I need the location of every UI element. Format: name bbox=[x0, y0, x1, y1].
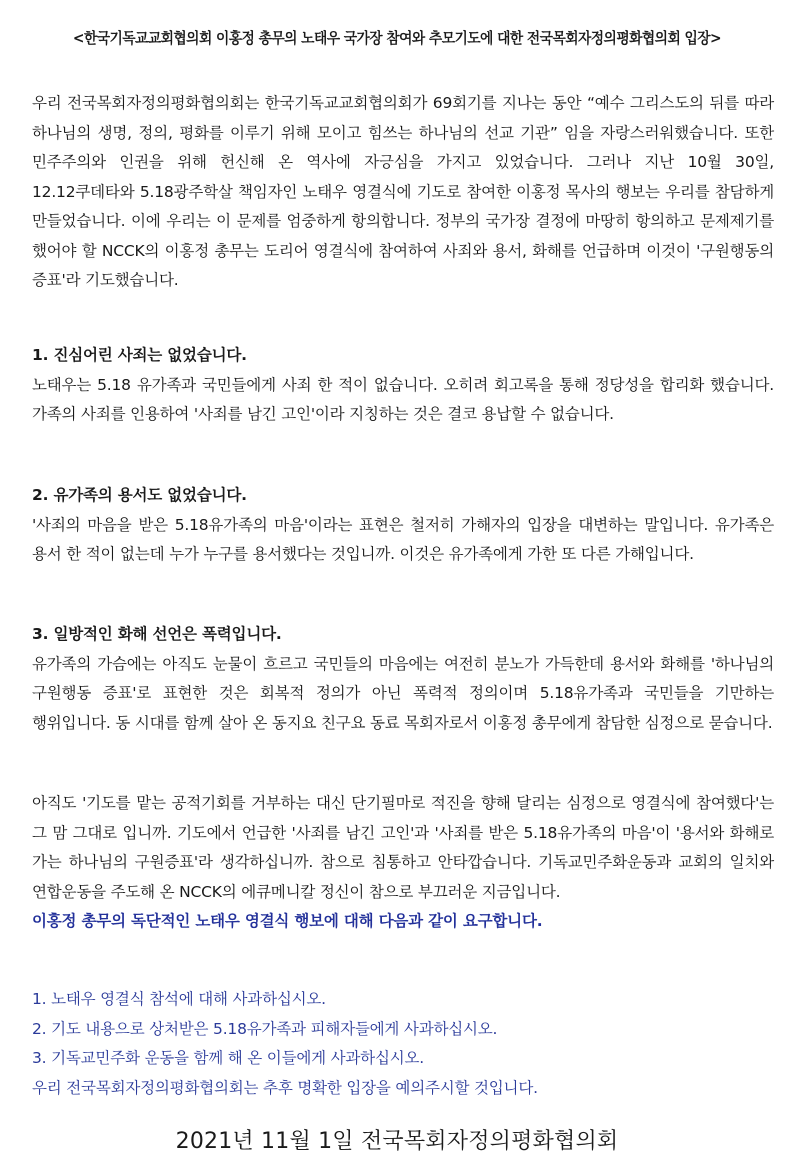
intro-paragraph: 우리 전국목회자정의평화협의회는 한국기독교교회협의회가 69회기를 지나는 동안 “예수 그리스도의 뒤를 따라 하나님의 생명, 정의, 평화를 이루기 위해 모이고 힘쓰는 하나님의 선교 기관” 임을 자랑스러워했습니다. 또한 민주주의와 인권을 위해 헌신해 온 역사에 자긍심을 가지고 있었습니다. 그러나 지난 10월 30일, 12.12쿠데타와 5.18광주학살 책임자인 노태우 영결식에 기도로 참여한 이홍정 목사의 행보는 우리를 참담하게 만들었습니다. 이에 우리는 이 문제를 엄중하게 항의합니다. 정부의 국가장 결정에 마땅히 항의하고 문제제기를 했어야 할 NCCK의 이홍정 총무는 도리어 영결식에 참여하여 사죄와 용서, 화해를 언급하며 이것이 '구원행동의 증표'라 기도했습니다. bbox=[32, 94, 775, 289]
demand-heading: 이홍정 총무의 독단적인 노태우 영결식 행보에 대해 다음과 같이 요구합니다. bbox=[32, 912, 543, 930]
section-heading: 2. 유가족의 용서도 없었습니다. bbox=[32, 486, 247, 504]
closing-statement: 우리 전국목회자정의평화협의회는 추후 명확한 입장을 예의주시할 것입니다. bbox=[32, 1078, 538, 1097]
signature-date-line: 2021년 11월 1일 전국목회자정의평화협의회 bbox=[175, 1129, 619, 1154]
demand-item: 2. 기도 내용으로 상처받은 5.18유가족과 피해자들에게 사과하십시오. bbox=[32, 1019, 498, 1038]
section-heading: 3. 일방적인 화해 선언은 폭력입니다. bbox=[32, 625, 282, 643]
section-body: '사죄의 마음을 받은 5.18유가족의 마음'이라는 표현은 철저히 가해자의 입장을 대변하는 말입니다. 유가족은 용서 한 적이 없는데 누가 누구를 용서했다는 것입니까. 이것은 유가족에게 가한 또 다른 가해입니다. bbox=[32, 515, 774, 563]
section-heading: 1. 진심어린 사죄는 없었습니다. bbox=[32, 346, 247, 364]
section-body: 노태우는 5.18 유가족과 국민들에게 사죄 한 적이 없습니다. 오히려 회고록을 통해 정당성을 합리화 했습니다. 가족의 사죄를 인용하여 '사죄를 남긴 고인'이라 지칭하는 것은 결코 용납할 수 없습니다. bbox=[32, 375, 774, 423]
closing-text: 아직도 '기도를 맡는 공적기회를 거부하는 대신 단기필마로 적진을 향해 달리는 심정으로 영결식에 참여했다'는 그 맘 그대로 입니까. 기도에서 언급한 '사죄를 남긴 고인'과 '사죄를 받은 5.18유가족의 마음'이 '용서와 화해로 가는 하나님의 구원증표'라 생각하십니까. 참으로 침통하고 안타깝습니다. 기독교민주화운동과 교회의 일치와 연합운동을 주도해 온 NCCK의 에큐메니칼 정신이 참으로 부끄러운 지금입니다. bbox=[32, 794, 774, 901]
section-1 bbox=[32, 341, 774, 430]
section-2 bbox=[32, 481, 774, 570]
demand-item: 1. 노태우 영결식 참석에 대해 사과하십시오. bbox=[32, 990, 326, 1008]
demand-item: 3. 기독교민주화 운동을 함께 해 온 이들에게 사과하십시오. bbox=[32, 1049, 424, 1067]
closing-paragraph bbox=[32, 789, 774, 937]
section-3 bbox=[32, 620, 774, 738]
demand-list bbox=[32, 985, 774, 1103]
document-title: <한국기독교교회협의회 이홍정 총무의 노태우 국가장 참여와 추모기도에 대한 전국목회자정의평화협의회 입장> bbox=[72, 29, 722, 47]
section-body: 유가족의 가슴에는 아직도 눈물이 흐르고 국민들의 마음에는 여전히 분노가 가득한데 용서와 화해를 '하나님의 구원행동 증표'로 표현한 것은 회복적 정의가 아닌 폭력적 정의이며 5.18유가족과 국민들을 기만하는 행위입니다. 동 시대를 함께 살아 온 동지요 친구요 동료 목회자로서 이홍정 총무에게 참담한 심정으로 묻습니다. bbox=[32, 654, 774, 732]
